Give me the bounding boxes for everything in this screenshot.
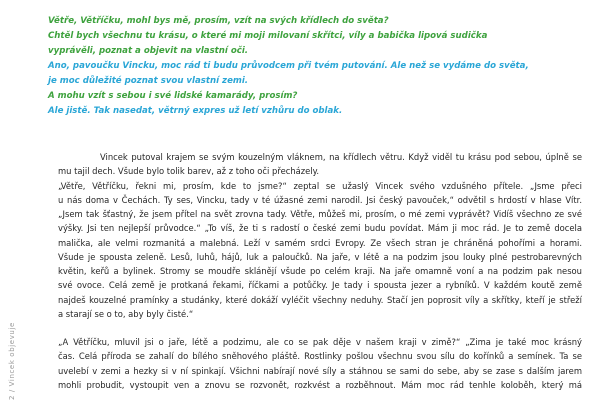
dialogue-line: Ano, pavoučku Vincku, moc rád ti budu průvodcem při tvém putování. Ale než se vydáme do světa, — [48, 61, 529, 71]
text-line: „Větře, Větříčku, řekni mi, prosím, kde to jsme?“ zeptal se užaslý Vincek svého vzdušného přítele. „Jsme přeci — [58, 180, 582, 191]
text-line: uvelebí v zemi a hezky si v ní spinkají. Všichni nabírají nové síly a stáhnou se sami do sebe, aby se zase s dalším jarem — [58, 365, 582, 376]
text-line: najdeš kouzelné pramínky a studánky, které dokáží vyléčit všechny neduhy. Stačí jen poprosit víly a skřítky, kteří je střeží — [58, 294, 582, 305]
text-line: výšky. Jsi ten nejlepší průvodce.“ „To víš, že ti s radostí o české zemi budu povídat. Mám ji moc rád. Je to země docela — [58, 223, 582, 234]
dialogue-block — [48, 14, 568, 119]
text-line: malička, ale velmi rozmanitá a malebná. Leží v samém srdci Evropy. Ze všech stran je chráněná pohořími a horami. — [58, 237, 582, 248]
dialogue-line: Chtěl bych všechnu tu krásu, o které mi moji milovaní skřítci, víly a babička lipová sudička — [48, 31, 488, 41]
paragraph-gap — [58, 321, 582, 335]
dialogue-line: Ale jistě. Tak nasedat, větrný expres už letí vzhůru do oblak. — [48, 106, 343, 116]
text-line: mu tajil dech. Všude bylo tolik barev, až z toho oči přecházely. — [58, 166, 320, 177]
text-line: Všude je spousta zeleně. Lesů, luhů, hájů, luk a paloučků. Na jaře, v létě a na podzim jsou louky plné pestrobarevných — [58, 251, 582, 262]
text-line: Vincek putoval krajem se svým kouzelným vláknem, na křídlech větru. Když viděl tu krásu pod sebou, úplně se — [100, 152, 582, 162]
text-line: čas. Celá příroda se zahalí do bílého sněhového pláště. Rostlinky pošlou všechnu svou sílu do kořínků a semínek. Ta se — [58, 351, 582, 362]
text-line: a starají se o to, aby byly čisté.“ — [58, 308, 194, 319]
text-line: „Jsem tak šťastný, že jsem přítel na svět zrovna tady. Větře, můžeš mi, prosím, o mé zemi vyprávět? Vidíš všechno ze své — [58, 209, 582, 219]
text-line: „A Větříčku, mluvil jsi o jaře, létě a podzimu, ale co se pak děje v našem kraji v zimě?“ „Zima je také moc krásný — [58, 337, 582, 347]
text-line: mohli probudit, vystoupit ven a znovu se rozvonět, rozkvést a rozběhnout. Mám moc rád tenhle koloběh, který má — [58, 379, 582, 390]
story-text — [58, 150, 582, 392]
dialogue-line: Větře, Větříčku, mohl bys mě, prosím, vzít na svých křídlech do světa? — [48, 16, 389, 26]
text-line: u nás doma v Čechách. Ty ses, Vincku, tady v té úžasné zemi narodil. Jsi český pavouček,“ odvětil s hrdostí v hlase Vítr. — [58, 194, 582, 205]
page-side-label: 2 / Vincek objevuje — [8, 322, 16, 400]
dialogue-line: A mohu vzít s sebou i své lidské kamarády, prosím? — [48, 91, 298, 101]
text-line: své ovoce. Celá země je protkaná řekami, říčkami a potůčky. Je tady i spousta jezer a rybníků. V každém koutě země — [58, 280, 582, 291]
text-line: květin, keřů a bylinek. Stromy se moudře sklánějí všude po celém kraji. Na jaře omamně voní a na podzim pak nesou — [58, 266, 582, 276]
dialogue-line: je moc důležité poznat svou vlastní zemi. — [48, 76, 249, 86]
dialogue-line: vyprávěli, poznat a objevit na vlastní oči. — [48, 46, 249, 56]
